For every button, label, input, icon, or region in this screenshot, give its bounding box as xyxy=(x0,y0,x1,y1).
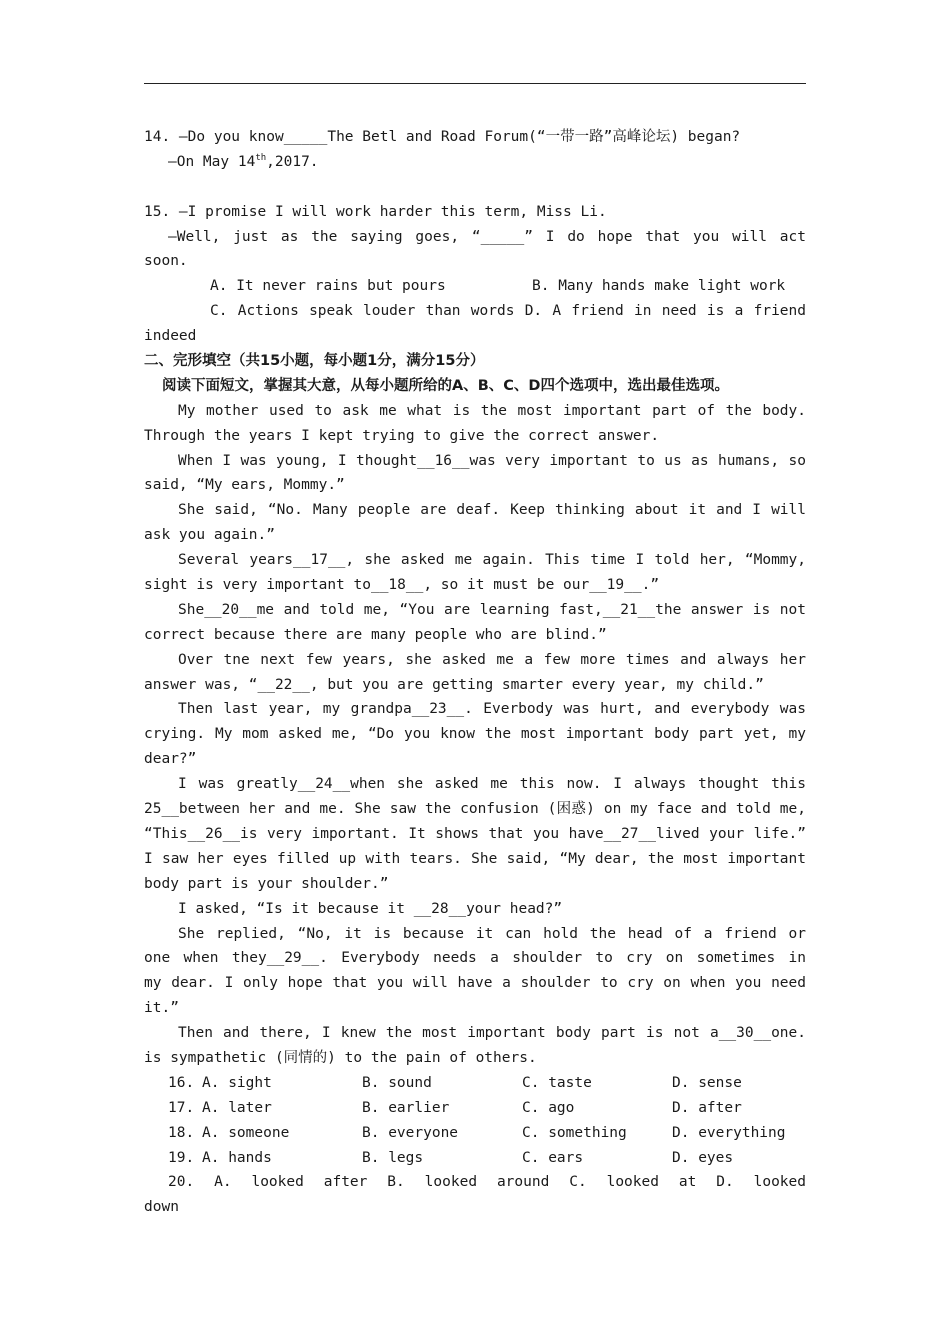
choice-option-c: C. ago xyxy=(522,1099,575,1116)
q15-options-ab xyxy=(144,274,806,299)
choice-number: 17. xyxy=(168,1099,195,1116)
q14-answer xyxy=(144,150,806,175)
passage-line: body part is your shoulder.” xyxy=(144,875,389,892)
q15-stem: 15. —I promise I will work harder this term, Miss Li. xyxy=(144,203,607,220)
choice-number: 18. xyxy=(168,1124,195,1141)
choice-row xyxy=(144,1096,806,1121)
passage-line: When I was young, I thought__16__was very important to us as humans, so xyxy=(178,452,806,469)
choice-number: 19. xyxy=(168,1149,195,1166)
q15-options-cont: indeed xyxy=(144,328,197,345)
passage-line: my dear. I only hope that you will have a shoulder to cry on when you need xyxy=(144,975,806,992)
choice-option-b: B. legs xyxy=(362,1149,424,1166)
choice-option-c: C. something xyxy=(522,1124,627,1141)
choice-number: 16. xyxy=(168,1074,195,1091)
exam-content xyxy=(144,125,806,1220)
choice-option-b: B. earlier xyxy=(362,1099,450,1116)
q14-answer-end: ,2017. xyxy=(266,153,319,170)
passage-line: dear?” xyxy=(144,751,197,768)
choice-row xyxy=(144,1146,806,1171)
passage-line: I was greatly__24__when she asked me this now. I always thought this xyxy=(178,776,806,793)
passage-line: it.” xyxy=(144,1000,179,1017)
passage-line: She__20__me and told me, “You are learning fast,__21__the answer is not xyxy=(178,601,806,618)
choice-option-b: B. sound xyxy=(362,1074,432,1091)
choice-option-a: A. hands xyxy=(202,1149,272,1166)
choice-option-a: A. someone xyxy=(202,1124,290,1141)
choice-row xyxy=(144,1121,806,1146)
choice-row xyxy=(144,1071,806,1096)
q15-options-cd: C. Actions speak louder than words D. A friend in need is a friend xyxy=(210,303,806,320)
passage-line: is sympathetic (同情的) to the pain of others. xyxy=(144,1049,537,1066)
choice-option-a: A. sight xyxy=(202,1074,272,1091)
passage-line: Over tne next few years, she asked me a few more times and always her xyxy=(178,651,806,668)
passage-line: correct because there are many people who are blind.” xyxy=(144,626,607,643)
section-instruction: 阅读下面短文，掌握其大意，从每小题所给的A、B、C、D四个选项中，选出最佳选项。 xyxy=(162,377,729,394)
q20-options: 20. A. looked after B. looked around C. looked at D. looked xyxy=(168,1174,806,1191)
q14-options xyxy=(144,175,806,200)
passage-line: “This__26__is very important. It shows that you have__27__lived your life.” xyxy=(144,825,806,842)
passage-line: I asked, “Is it because it __28__your head?” xyxy=(178,900,563,917)
choice-option-d: D. after xyxy=(672,1099,742,1116)
passage-line: answer was, “__22__, but you are getting smarter every year, my child.” xyxy=(144,676,764,693)
q15-option-a: A. It never rains but pours xyxy=(210,278,446,295)
choice-option-d: D. eyes xyxy=(672,1149,734,1166)
passage-line: I saw her eyes filled up with tears. She said, “My dear, the most important xyxy=(144,850,806,867)
q15-reply: —Well, just as the saying goes, “_____” I do hope that you will act xyxy=(168,228,806,245)
q15-option-b: B. Many hands make light work xyxy=(532,278,786,295)
q14-stem-start: 14. —Do you know xyxy=(144,129,284,145)
cloze-passage xyxy=(144,399,806,1071)
choice-option-d: D. sense xyxy=(672,1074,742,1091)
passage-line: Several years__17__, she asked me again. This time I told her, “Mommy, xyxy=(178,552,806,569)
choice-option-b: B. everyone xyxy=(362,1124,459,1141)
section-title: 二、完形填空（共15小题，每小题1分，满分15分） xyxy=(144,353,485,370)
passage-line: said, “My ears, Mommy.” xyxy=(144,477,345,494)
passage-line: 25__between her and me. She saw the confusion (困惑) on my face and told me, xyxy=(144,801,806,818)
choice-option-c: C. taste xyxy=(522,1074,592,1091)
passage-line: Through the years I kept trying to give the correct answer. xyxy=(144,427,660,444)
choice-option-c: C. ears xyxy=(522,1149,584,1166)
passage-line: She said, “No. Many people are deaf. Keep thinking about it and I will xyxy=(178,502,806,519)
passage-line: She replied, “No, it is because it can hold the head of a friend or xyxy=(178,925,806,942)
passage-line: sight is very important to__18__, so it must be our__19__.” xyxy=(144,577,660,594)
passage-line: crying. My mom asked me, “Do you know the most important body part yet, my xyxy=(144,726,806,743)
passage-line: Then last year, my grandpa__23__. Everbody was hurt, and everybody was xyxy=(178,701,806,718)
q14-answer-start: —On May 14 xyxy=(168,153,256,170)
q20-options-cont: down xyxy=(144,1199,179,1216)
passage-line: My mother used to ask me what is the most important part of the body. xyxy=(178,402,806,419)
q14-blank: _____ xyxy=(283,129,328,145)
passage-line: ask you again.” xyxy=(144,527,275,544)
choice-option-a: A. later xyxy=(202,1099,272,1116)
q15-reply-cont: soon. xyxy=(144,253,188,270)
q14-answer-sup: th xyxy=(255,152,267,163)
passage-line: Then and there, I knew the most important body part is not a__30__one. xyxy=(178,1025,806,1042)
passage-line: one when they__29__. Everybody needs a shoulder to cry on sometimes in xyxy=(144,950,806,967)
cloze-choices xyxy=(144,1071,806,1171)
header-rule xyxy=(144,83,806,84)
choice-option-d: D. everything xyxy=(672,1124,786,1141)
q14-stem xyxy=(144,125,806,150)
q14-stem-end: The Betl and Road Forum(“一带一路”高峰论坛) began? xyxy=(327,129,741,145)
